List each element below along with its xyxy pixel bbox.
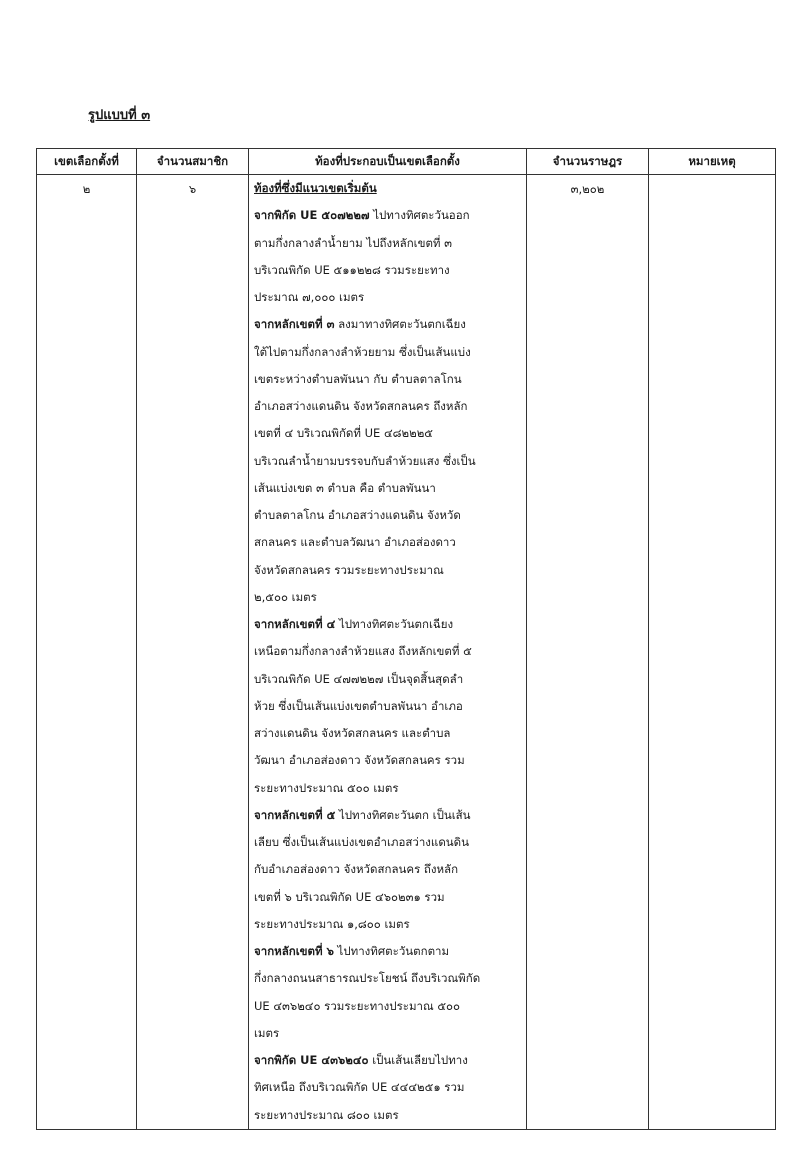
boundary-text: ไปทางทิศตะวันตกเฉียง bbox=[335, 617, 454, 631]
boundary-text: กับอำเภอส่องดาว จังหวัดสกลนคร ถึงหลัก bbox=[254, 862, 459, 877]
boundary-line bbox=[249, 448, 526, 475]
boundary-text: เลียบ ซึ่งเป็นเส้นแบ่งเขตอำเภอสว่างแดนดิน bbox=[254, 835, 469, 849]
members-cell bbox=[137, 175, 249, 1130]
boundary-lead: จากหลักเขตที่ ๓ bbox=[254, 317, 335, 332]
boundary-line bbox=[249, 284, 526, 311]
boundary-line bbox=[249, 1102, 526, 1129]
boundary-text: จังหวัดสกลนคร รวมระยะทางประมาณ bbox=[254, 562, 444, 577]
table-row bbox=[37, 175, 776, 1130]
table-header-row bbox=[37, 149, 776, 175]
boundary-text: สว่างแดนดิน จังหวัดสกลนคร และตำบล bbox=[254, 726, 451, 740]
boundary-text: ประมาณ ๗,๐๐๐ เมตร bbox=[254, 290, 365, 304]
population-count: ๓,๒๐๒ bbox=[570, 182, 605, 196]
area-description-cell bbox=[249, 175, 527, 1130]
boundary-line bbox=[249, 747, 526, 774]
boundary-lead: ท้องที่ซึ่งมีแนวเขตเริ่มต้น bbox=[254, 181, 377, 195]
boundary-text: ไปทางทิศตะวันตก เป็นเส้น bbox=[335, 807, 471, 822]
boundary-line bbox=[249, 1020, 526, 1047]
boundary-line bbox=[249, 339, 526, 366]
boundary-text: UE ๔๓๖๒๔๐ รวมระยะทางประมาณ ๕๐๐ bbox=[254, 998, 461, 1013]
boundary-lead: จากหลักเขตที่ ๔ bbox=[254, 617, 336, 631]
boundary-text: เขตที่ ๖ บริเวณพิกัด UE ๔๖๐๒๓๑ รวม bbox=[254, 889, 445, 904]
boundary-text: กึ่งกลางถนนสาธารณประโยชน์ ถึงบริเวณพิกัด bbox=[254, 971, 481, 986]
member-count: ๖ bbox=[188, 182, 197, 196]
boundary-line bbox=[249, 911, 526, 938]
boundary-line bbox=[249, 584, 526, 611]
boundary-line bbox=[249, 802, 526, 829]
boundary-line bbox=[249, 938, 526, 965]
boundary-line bbox=[249, 884, 526, 911]
format-title: รูปแบบที่ ๓ bbox=[88, 108, 151, 123]
boundary-text: ไปทางทิศตะวันตกตาม bbox=[333, 944, 450, 958]
boundary-line bbox=[249, 475, 526, 502]
boundary-line bbox=[249, 502, 526, 529]
boundary-line bbox=[249, 666, 526, 693]
district-number: ๒ bbox=[82, 182, 91, 196]
boundary-lead: จากหลักเขตที่ ๖ bbox=[254, 944, 334, 958]
boundary-line bbox=[249, 529, 526, 556]
boundary-text: ระยะทางประมาณ ๘๐๐ เมตร bbox=[254, 1107, 399, 1122]
boundary-text: ลงมาทางทิศตะวันตกเฉียง bbox=[334, 317, 466, 332]
boundary-text: บริเวณพิกัด UE ๕๑๑๒๒๘ รวมระยะทาง bbox=[254, 262, 450, 277]
header-population: จำนวนราษฎร bbox=[527, 149, 649, 175]
boundary-line bbox=[249, 693, 526, 720]
boundary-lead: จากพิกัด UE ๔๓๖๒๔๐ bbox=[254, 1053, 369, 1067]
boundary-text: ตามกึ่งกลางลำน้ำยาม ไปถึงหลักเขตที่ ๓ bbox=[254, 235, 453, 250]
header-district: เขตเลือกตั้งที่ bbox=[37, 149, 137, 175]
boundary-text: ตำบลตาลโกน อำเภอสว่างแดนดิน จังหวัด bbox=[254, 508, 461, 522]
boundary-text: สกลนคร และตำบลวัฒนา อำเภอส่องดาว bbox=[254, 535, 456, 550]
population-cell bbox=[527, 175, 649, 1130]
remark-text bbox=[649, 175, 775, 181]
boundary-line bbox=[249, 1047, 526, 1074]
boundary-line bbox=[249, 720, 526, 747]
header-remark: หมายเหตุ bbox=[649, 149, 776, 175]
boundary-line bbox=[249, 993, 526, 1020]
boundary-line bbox=[249, 856, 526, 883]
boundary-text: ๒,๕๐๐ เมตร bbox=[254, 589, 317, 604]
boundary-text: วัฒนา อำเภอส่องดาว จังหวัดสกลนคร รวม bbox=[254, 753, 465, 768]
boundary-text: เป็นเส้นเลียบไปทาง bbox=[368, 1053, 468, 1067]
boundary-line bbox=[249, 393, 526, 420]
boundary-line bbox=[249, 638, 526, 665]
district-cell bbox=[37, 175, 137, 1130]
boundary-line bbox=[249, 420, 526, 447]
boundary-lead: จากหลักเขตที่ ๕ bbox=[254, 807, 336, 822]
boundary-line bbox=[249, 366, 526, 393]
boundary-line bbox=[249, 311, 526, 338]
header-area: ท้องที่ประกอบเป็นเขตเลือกตั้ง bbox=[249, 149, 527, 175]
remark-cell bbox=[649, 175, 776, 1130]
boundary-text: ระยะทางประมาณ ๑,๘๐๐ เมตร bbox=[254, 916, 410, 931]
boundary-line bbox=[249, 202, 526, 229]
electoral-district-table bbox=[36, 148, 776, 1130]
boundary-text: ระยะทางประมาณ ๕๐๐ เมตร bbox=[254, 780, 399, 795]
boundary-text: เหนือตามกึ่งกลางลำห้วยแสง ถึงหลักเขตที่ ๕ bbox=[254, 644, 472, 659]
boundary-text: บริเวณลำน้ำยามบรรจบกับลำห้วยแสง ซึ่งเป็น bbox=[254, 453, 476, 468]
boundary-text: ห้วย ซึ่งเป็นเส้นแบ่งเขตตำบลพันนา อำเภอ bbox=[254, 698, 463, 713]
boundary-text: เขตระหว่างตำบลพันนา กับ ตำบลตาลโกน bbox=[254, 371, 462, 386]
boundary-text: เขตที่ ๔ บริเวณพิกัดที่ UE ๔๘๒๒๒๕ bbox=[254, 426, 433, 441]
boundary-text: อำเภอสว่างแดนดิน จังหวัดสกลนคร ถึงหลัก bbox=[254, 399, 468, 413]
boundary-line bbox=[249, 1074, 526, 1101]
boundary-heading bbox=[249, 175, 526, 202]
boundary-text: ไปทางทิศตะวันออก bbox=[369, 208, 470, 223]
boundary-text: ใต้ไปตามกึ่งกลางลำห้วยยาม ซึ่งเป็นเส้นแบ่ง bbox=[254, 344, 471, 359]
header-members: จำนวนสมาชิก bbox=[137, 149, 249, 175]
boundary-text: เส้นแบ่งเขต ๓ ตำบล คือ ตำบลพันนา bbox=[254, 480, 436, 495]
boundary-text: ทิศเหนือ ถึงบริเวณพิกัด UE ๔๔๔๒๕๑ รวม bbox=[254, 1080, 465, 1095]
boundary-line bbox=[249, 230, 526, 257]
boundary-line bbox=[249, 775, 526, 802]
boundary-text: เมตร bbox=[254, 1025, 280, 1040]
boundary-line bbox=[249, 557, 526, 584]
boundary-text: บริเวณพิกัด UE ๔๗๗๒๒๗ เป็นจุดสิ้นสุดลำ bbox=[254, 671, 464, 686]
boundary-line bbox=[249, 965, 526, 992]
boundary-line bbox=[249, 257, 526, 284]
boundary-line bbox=[249, 611, 526, 638]
boundary-line bbox=[249, 829, 526, 856]
boundary-lead: จากพิกัด UE ๕๐๗๒๒๗ bbox=[254, 208, 370, 223]
